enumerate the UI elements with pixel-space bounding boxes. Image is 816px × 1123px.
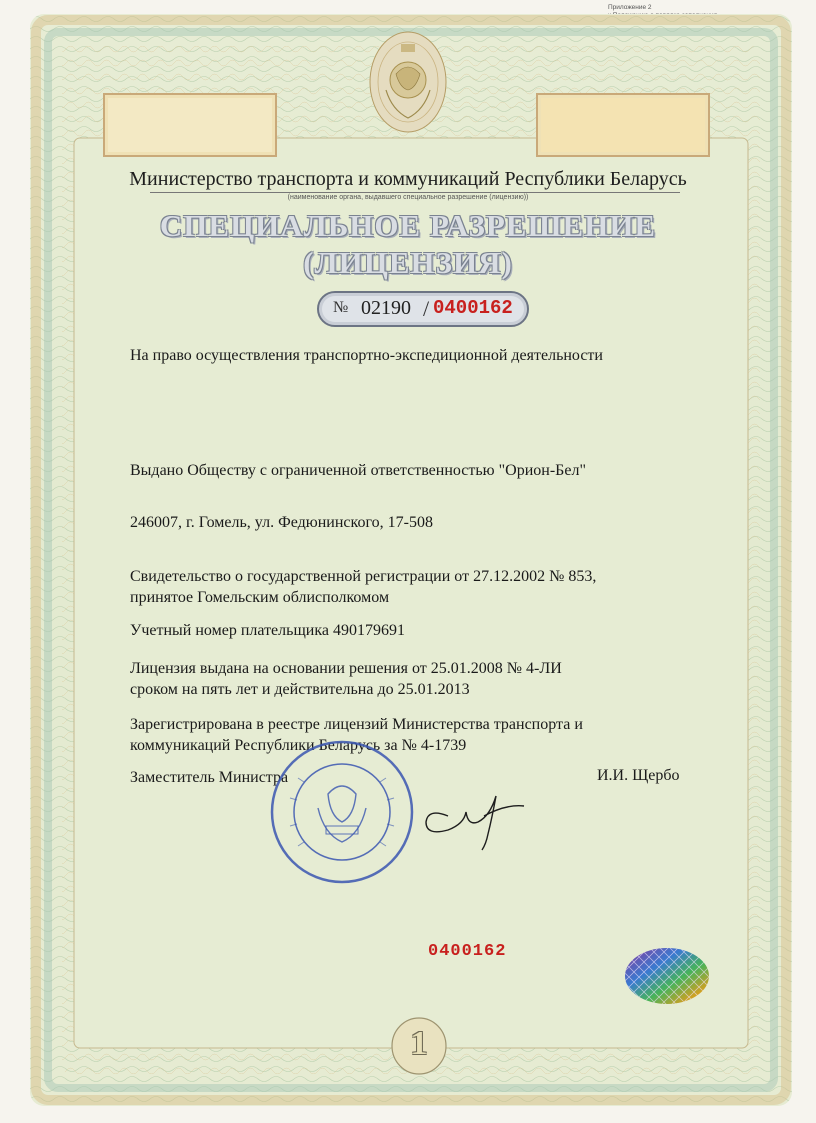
basis-line2: сроком на пять лет и действительна до 25.01.2013 [130,681,470,698]
number-sign: № [333,299,349,316]
license-serial: 0400162 [433,297,513,319]
issued-to-text: Выдано Обществу с ограниченной ответственностью "Орион-Бел" [130,462,586,479]
document-subtitle: (ЛИЦЕНЗИЯ) [303,245,513,280]
registry-line2: коммуникаций Республики Беларусь за № 4-1739 [130,737,467,754]
blank-panel-left [103,93,277,157]
signer-name: И.И. Щербо [597,767,680,784]
license-series: 02190 [361,297,411,319]
blank-panel-right [536,93,710,157]
emblem-icon [368,30,448,135]
license-number-box [317,291,529,327]
document-title: СПЕЦИАЛЬНОЕ РАЗРЕШЕНИЕ [159,208,657,243]
appendix-note-line1: Приложение 2 [608,4,652,11]
official-stamp [268,738,416,886]
basis-line1: Лицензия выдана на основании решения от 25.01.2008 № 4-ЛИ [130,660,562,677]
number-slash: / [423,296,430,321]
registry-line1: Зарегистрирована в реестре лицензий Министерства транспорта и [130,716,583,733]
handwritten-signature [418,786,528,852]
taxpayer-text: Учетный номер плательщика 490179691 [130,622,405,639]
ministry-name: Министерство транспорта и коммуникаций Республики Беларусь [129,168,687,190]
registration-line2: принятое Гомельским облисполкомом [130,589,390,606]
registration-line1: Свидетельство о государственной регистрации от 27.12.2002 № 853, [130,568,597,585]
deputy-title: Заместитель Министра [130,769,289,786]
ministry-underline [150,192,680,193]
page-number: 1 [410,1025,428,1062]
hologram-seal [624,947,710,1005]
ministry-hint: (наименование органа, выдавшего специальное разрешение (лицензию)) [287,194,529,201]
bottom-serial-number: 0400162 [428,942,507,961]
page-number-medallion [391,1017,447,1075]
address-text: 246007, г. Гомель, ул. Федюнинского, 17-508 [130,514,433,531]
right-to-text: На право осуществления транспортно-экспедиционной деятельности [130,347,603,364]
